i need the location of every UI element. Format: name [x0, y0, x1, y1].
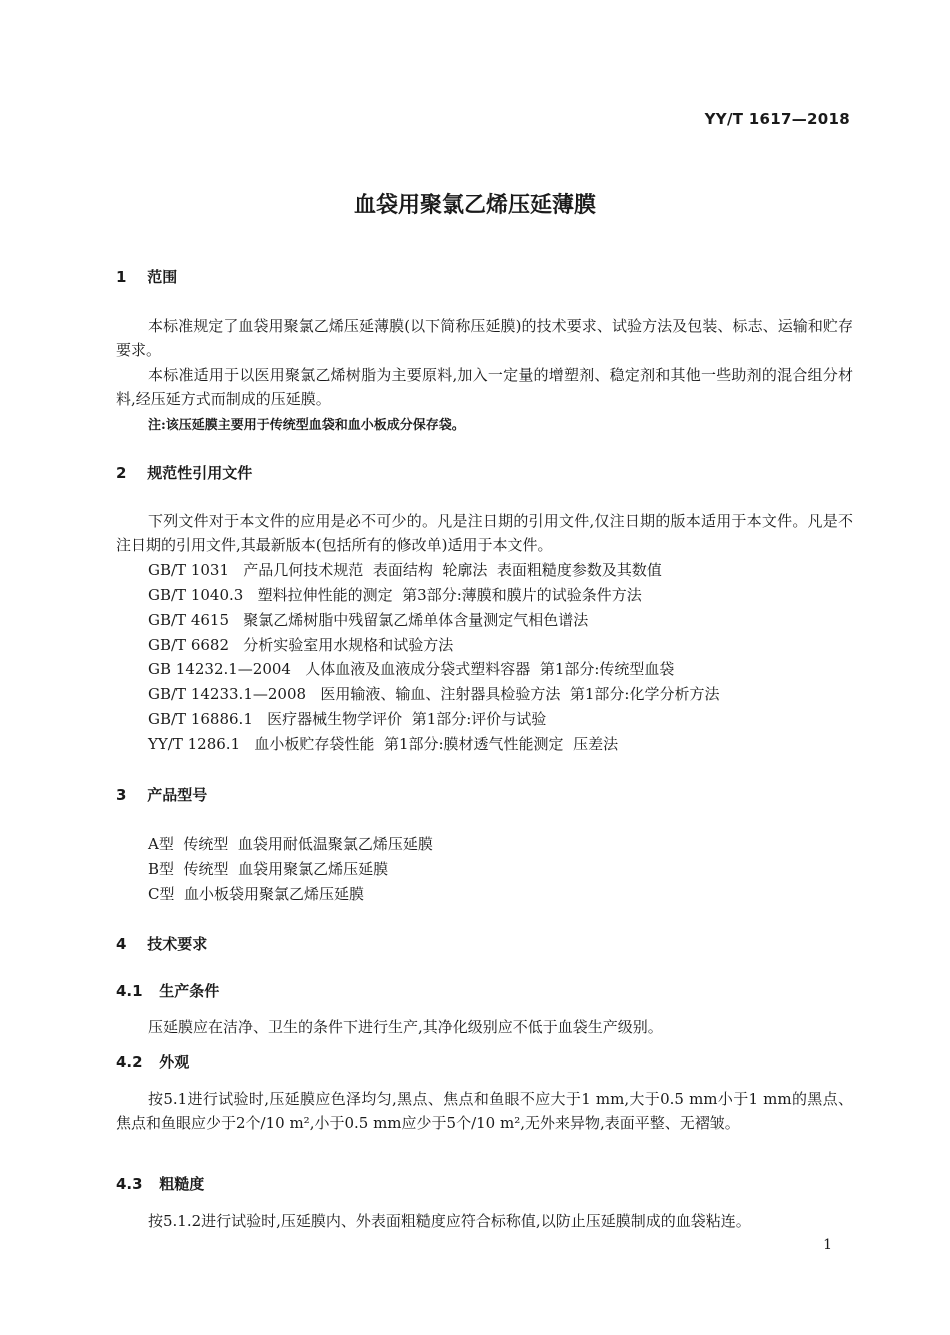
reference-item: GB/T 1031 产品几何技术规范 表面结构 轮廓法 表面粗糙度参数及其数值 [148, 561, 662, 579]
section-title: 产品型号 [147, 786, 208, 804]
paragraph: 按5.1.2进行试验时,压延膜内、外表面粗糙度应符合标称值,以防止压延膜制成的血袋粘连。 [148, 1212, 751, 1230]
model-item: C型 血小板袋用聚氯乙烯压延膜 [148, 885, 365, 903]
section-number: 4.1 [116, 982, 143, 1000]
reference-item: GB/T 6682 分析实验室用水规格和试验方法 [148, 636, 454, 654]
reference-item: GB/T 4615 聚氯乙烯树脂中残留氯乙烯单体含量测定气相色谱法 [148, 611, 589, 629]
paragraph: 按5.1进行试验时,压延膜应色泽均匀,黑点、焦点和鱼眼不应大于1 mm,大于0.5 mm小于1 mm的黑点、焦点和鱼眼应少于2个/10 m²,小于0.5 mm应少于5个/10 m²,无外来异物,表面平整、无褶皱。 [116, 1090, 853, 1132]
subsection-4-1-heading [116, 980, 219, 1001]
model-item: A型 传统型 血袋用耐低温聚氯乙烯压延膜 [148, 835, 433, 853]
subsection-4-2-heading [116, 1051, 189, 1072]
section-number: 4 [116, 935, 127, 953]
paragraph: 本标准规定了血袋用聚氯乙烯压延薄膜(以下简称压延膜)的技术要求、试验方法及包装、标志、运输和贮存要求。 [116, 317, 853, 359]
section-1-heading [116, 266, 177, 287]
reference-item: YY/T 1286.1 血小板贮存袋性能 第1部分:膜材透气性能测定 压差法 [148, 735, 619, 753]
paragraph: 压延膜应在洁净、卫生的条件下进行生产,其净化级别应不低于血袋生产级别。 [148, 1018, 663, 1036]
reference-item: GB/T 14233.1—2008 医用输液、输血、注射器具检验方法 第1部分:化学分析方法 [148, 685, 720, 703]
section-4-heading [116, 933, 207, 954]
section-2-heading [116, 462, 252, 483]
section-number: 2 [116, 464, 127, 482]
subsection-4-3-heading [116, 1173, 204, 1194]
section-number: 1 [116, 268, 127, 286]
paragraph: 下列文件对于本文件的应用是必不可少的。凡是注日期的引用文件,仅注日期的版本适用于本文件。凡是不注日期的引用文件,其最新版本(包括所有的修改单)适用于本文件。 [116, 512, 853, 554]
section-title: 生产条件 [159, 982, 220, 1000]
section-title: 外观 [159, 1053, 190, 1071]
section-number: 4.2 [116, 1053, 143, 1071]
section-title: 技术要求 [147, 935, 208, 953]
reference-item: GB/T 16886.1 医疗器械生物学评价 第1部分:评价与试验 [148, 710, 547, 728]
standard-code: YY/T 1617—2018 [704, 110, 850, 128]
paragraph: 本标准适用于以医用聚氯乙烯树脂为主要原料,加入一定量的增塑剂、稳定剂和其他一些助剂的混合组分材料,经压延方式而制成的压延膜。 [116, 366, 853, 408]
section-title: 规范性引用文件 [147, 464, 253, 482]
section-title: 粗糙度 [159, 1175, 205, 1193]
section-title: 范围 [147, 268, 178, 286]
section-number: 3 [116, 786, 127, 804]
note: 注:该压延膜主要用于传统型血袋和血小板成分保存袋。 [148, 418, 465, 433]
model-item: B型 传统型 血袋用聚氯乙烯压延膜 [148, 860, 389, 878]
reference-item: GB 14232.1—2004 人体血液及血液成分袋式塑料容器 第1部分:传统型血袋 [148, 660, 675, 678]
reference-item: GB/T 1040.3 塑料拉伸性能的测定 第3部分:薄膜和膜片的试验条件方法 [148, 586, 642, 604]
section-number: 4.3 [116, 1175, 143, 1193]
section-3-heading [116, 784, 207, 805]
page-number: 1 [823, 1237, 832, 1253]
document-title: 血袋用聚氯乙烯压延薄膜 [353, 193, 596, 218]
